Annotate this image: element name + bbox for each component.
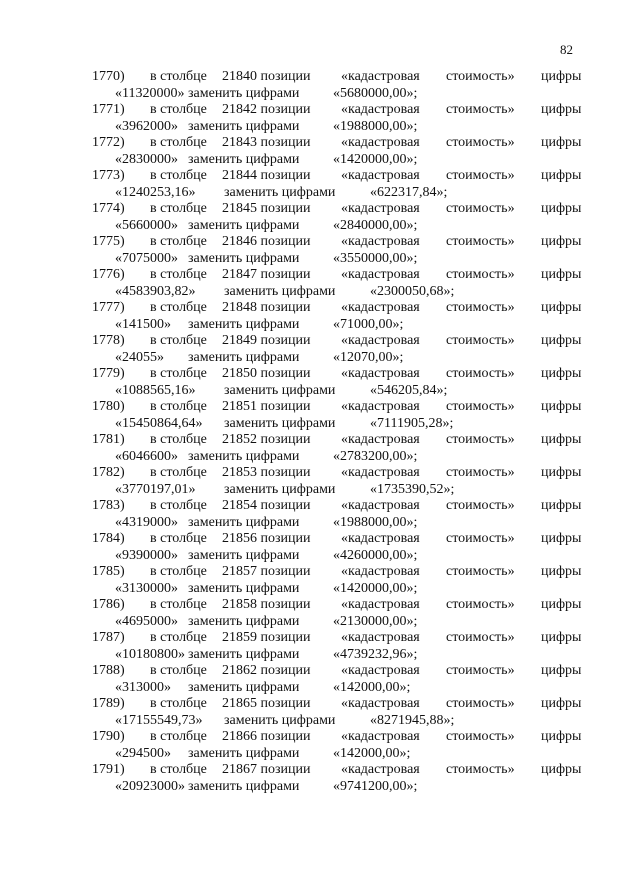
- entry-first-line: [0, 431, 640, 448]
- entry-second-line: [0, 679, 640, 696]
- phrase-cost: стоимость»: [446, 663, 515, 678]
- old-value: «17155549,73»: [115, 713, 203, 728]
- phrase-replace: заменить цифрами: [188, 350, 300, 365]
- phrase-cadastral: «кадастровая: [341, 69, 420, 84]
- phrase-replace: заменить цифрами: [224, 482, 336, 497]
- entry-second-line: [0, 481, 640, 498]
- phrase-cadastral: «кадастровая: [341, 696, 420, 711]
- phrase-column: в столбце: [150, 630, 207, 645]
- new-value: «1988000,00»;: [333, 515, 418, 530]
- new-value: «8271945,88»;: [370, 713, 455, 728]
- phrase-column: в столбце: [150, 234, 207, 249]
- phrase-cadastral: «кадастровая: [341, 531, 420, 546]
- column-number-with-position: 21848 позиции: [222, 300, 311, 315]
- amendment-entry: [0, 332, 640, 365]
- column-number-with-position: 21852 позиции: [222, 432, 311, 447]
- phrase-digits: цифры: [541, 465, 582, 480]
- phrase-digits: цифры: [541, 729, 582, 744]
- entry-second-line: [0, 778, 640, 795]
- old-value: «141500»: [115, 317, 171, 332]
- new-value: «4260000,00»;: [333, 548, 418, 563]
- column-number-with-position: 21847 позиции: [222, 267, 311, 282]
- entry-first-line: [0, 266, 640, 283]
- phrase-cost: стоимость»: [446, 201, 515, 216]
- phrase-replace: заменить цифрами: [188, 614, 300, 629]
- old-value: «5660000»: [115, 218, 178, 233]
- amendment-entry: [0, 431, 640, 464]
- old-value: «2830000»: [115, 152, 178, 167]
- phrase-column: в столбце: [150, 597, 207, 612]
- column-number-with-position: 21867 позиции: [222, 762, 311, 777]
- phrase-digits: цифры: [541, 201, 582, 216]
- phrase-replace: заменить цифрами: [188, 581, 300, 596]
- old-value: «15450864,64»: [115, 416, 203, 431]
- amendment-entry: [0, 761, 640, 794]
- entry-number: 1781): [92, 432, 125, 447]
- entry-number: 1779): [92, 366, 125, 381]
- phrase-column: в столбце: [150, 69, 207, 84]
- column-number-with-position: 21858 позиции: [222, 597, 311, 612]
- column-number-with-position: 21862 позиции: [222, 663, 311, 678]
- new-value: «7111905,28»;: [370, 416, 454, 431]
- entry-second-line: [0, 316, 640, 333]
- phrase-column: в столбце: [150, 696, 207, 711]
- entry-number: 1783): [92, 498, 125, 513]
- new-value: «71000,00»;: [333, 317, 404, 332]
- phrase-cost: стоимость»: [446, 267, 515, 282]
- phrase-digits: цифры: [541, 69, 582, 84]
- phrase-cadastral: «кадастровая: [341, 564, 420, 579]
- entry-number: 1784): [92, 531, 125, 546]
- entry-second-line: [0, 448, 640, 465]
- entry-first-line: [0, 464, 640, 481]
- entry-second-line: [0, 547, 640, 564]
- old-value: «11320000»: [115, 86, 185, 101]
- amendment-entry: [0, 629, 640, 662]
- phrase-digits: цифры: [541, 366, 582, 381]
- new-value: «9741200,00»;: [333, 779, 418, 794]
- phrase-cadastral: «кадастровая: [341, 234, 420, 249]
- new-value: «1988000,00»;: [333, 119, 418, 134]
- phrase-cost: стоимость»: [446, 465, 515, 480]
- entry-second-line: [0, 217, 640, 234]
- entry-number: 1776): [92, 267, 125, 282]
- phrase-replace: заменить цифрами: [188, 515, 300, 530]
- entry-second-line: [0, 382, 640, 399]
- old-value: «9390000»: [115, 548, 178, 563]
- column-number-with-position: 21844 позиции: [222, 168, 311, 183]
- amendment-entry: [0, 497, 640, 530]
- phrase-cost: стоимость»: [446, 762, 515, 777]
- phrase-replace: заменить цифрами: [188, 680, 300, 695]
- phrase-column: в столбце: [150, 333, 207, 348]
- amendment-entry: [0, 101, 640, 134]
- phrase-cadastral: «кадастровая: [341, 663, 420, 678]
- entry-first-line: [0, 299, 640, 316]
- entry-number: 1773): [92, 168, 125, 183]
- phrase-replace: заменить цифрами: [188, 746, 300, 761]
- amendment-entry: [0, 530, 640, 563]
- amendment-list: [0, 68, 640, 794]
- entry-first-line: [0, 68, 640, 85]
- amendment-entry: [0, 365, 640, 398]
- page-number: 82: [560, 42, 573, 57]
- old-value: «294500»: [115, 746, 171, 761]
- phrase-column: в столбце: [150, 366, 207, 381]
- entry-second-line: [0, 250, 640, 267]
- amendment-entry: [0, 134, 640, 167]
- phrase-column: в столбце: [150, 135, 207, 150]
- phrase-cost: стоимость»: [446, 630, 515, 645]
- phrase-replace: заменить цифрами: [224, 713, 336, 728]
- phrase-cadastral: «кадастровая: [341, 465, 420, 480]
- entry-second-line: [0, 184, 640, 201]
- phrase-cadastral: «кадастровая: [341, 498, 420, 513]
- phrase-digits: цифры: [541, 564, 582, 579]
- entry-second-line: [0, 613, 640, 630]
- entry-first-line: [0, 365, 640, 382]
- entry-second-line: [0, 85, 640, 102]
- phrase-cost: стоимость»: [446, 333, 515, 348]
- old-value: «24055»: [115, 350, 164, 365]
- column-number-with-position: 21853 позиции: [222, 465, 311, 480]
- new-value: «2300050,68»;: [370, 284, 455, 299]
- phrase-column: в столбце: [150, 432, 207, 447]
- phrase-digits: цифры: [541, 531, 582, 546]
- new-value: «1735390,52»;: [370, 482, 455, 497]
- amendment-entry: [0, 233, 640, 266]
- entry-number: 1785): [92, 564, 125, 579]
- phrase-cost: стоимость»: [446, 69, 515, 84]
- entry-second-line: [0, 646, 640, 663]
- old-value: «3962000»: [115, 119, 178, 134]
- entry-first-line: [0, 530, 640, 547]
- phrase-cost: стоимость»: [446, 399, 515, 414]
- entry-second-line: [0, 580, 640, 597]
- new-value: «622317,84»;: [370, 185, 448, 200]
- amendment-entry: [0, 464, 640, 497]
- new-value: «1420000,00»;: [333, 152, 418, 167]
- old-value: «4583903,82»: [115, 284, 196, 299]
- phrase-cadastral: «кадастровая: [341, 135, 420, 150]
- amendment-entry: [0, 398, 640, 431]
- column-number-with-position: 21857 позиции: [222, 564, 311, 579]
- phrase-digits: цифры: [541, 300, 582, 315]
- amendment-entry: [0, 167, 640, 200]
- phrase-cost: стоимость»: [446, 234, 515, 249]
- entry-number: 1770): [92, 69, 125, 84]
- entry-first-line: [0, 728, 640, 745]
- entry-number: 1777): [92, 300, 125, 315]
- phrase-cadastral: «кадастровая: [341, 597, 420, 612]
- entry-first-line: [0, 662, 640, 679]
- amendment-entry: [0, 662, 640, 695]
- phrase-cost: стоимость»: [446, 531, 515, 546]
- phrase-replace: заменить цифрами: [188, 152, 300, 167]
- entry-number: 1775): [92, 234, 125, 249]
- new-value: «3550000,00»;: [333, 251, 418, 266]
- column-number-with-position: 21865 позиции: [222, 696, 311, 711]
- entry-second-line: [0, 283, 640, 300]
- entry-first-line: [0, 629, 640, 646]
- phrase-cost: стоимость»: [446, 498, 515, 513]
- entry-first-line: [0, 563, 640, 580]
- phrase-column: в столбце: [150, 168, 207, 183]
- phrase-replace: заменить цифрами: [188, 548, 300, 563]
- old-value: «313000»: [115, 680, 171, 695]
- entry-first-line: [0, 596, 640, 613]
- entry-second-line: [0, 118, 640, 135]
- phrase-cadastral: «кадастровая: [341, 168, 420, 183]
- entry-number: 1791): [92, 762, 125, 777]
- entry-number: 1787): [92, 630, 125, 645]
- entry-first-line: [0, 332, 640, 349]
- column-number-with-position: 21856 позиции: [222, 531, 311, 546]
- entry-number: 1782): [92, 465, 125, 480]
- phrase-cost: стоимость»: [446, 102, 515, 117]
- entry-first-line: [0, 497, 640, 514]
- entry-second-line: [0, 514, 640, 531]
- phrase-column: в столбце: [150, 762, 207, 777]
- old-value: «10180800»: [115, 647, 185, 662]
- column-number-with-position: 21842 позиции: [222, 102, 311, 117]
- phrase-replace: заменить цифрами: [188, 449, 300, 464]
- phrase-cadastral: «кадастровая: [341, 399, 420, 414]
- entry-second-line: [0, 415, 640, 432]
- column-number-with-position: 21843 позиции: [222, 135, 311, 150]
- phrase-digits: цифры: [541, 630, 582, 645]
- entry-first-line: [0, 167, 640, 184]
- amendment-entry: [0, 266, 640, 299]
- old-value: «7075000»: [115, 251, 178, 266]
- amendment-entry: [0, 68, 640, 101]
- new-value: «5680000,00»;: [333, 86, 418, 101]
- phrase-digits: цифры: [541, 102, 582, 117]
- phrase-replace: заменить цифрами: [188, 647, 300, 662]
- phrase-replace: заменить цифрами: [188, 317, 300, 332]
- phrase-cost: стоимость»: [446, 168, 515, 183]
- new-value: «2840000,00»;: [333, 218, 418, 233]
- entry-first-line: [0, 233, 640, 250]
- new-value: «2783200,00»;: [333, 449, 418, 464]
- phrase-cost: стоимость»: [446, 135, 515, 150]
- phrase-column: в столбце: [150, 465, 207, 480]
- entry-number: 1778): [92, 333, 125, 348]
- entry-number: 1789): [92, 696, 125, 711]
- phrase-cadastral: «кадастровая: [341, 333, 420, 348]
- phrase-replace: заменить цифрами: [188, 779, 300, 794]
- old-value: «1088565,16»: [115, 383, 196, 398]
- old-value: «20923000»: [115, 779, 185, 794]
- entry-first-line: [0, 134, 640, 151]
- entry-number: 1780): [92, 399, 125, 414]
- phrase-digits: цифры: [541, 498, 582, 513]
- phrase-replace: заменить цифрами: [224, 383, 336, 398]
- phrase-digits: цифры: [541, 234, 582, 249]
- column-number-with-position: 21854 позиции: [222, 498, 311, 513]
- column-number-with-position: 21849 позиции: [222, 333, 311, 348]
- phrase-column: в столбце: [150, 531, 207, 546]
- new-value: «2130000,00»;: [333, 614, 418, 629]
- phrase-replace: заменить цифрами: [224, 185, 336, 200]
- phrase-digits: цифры: [541, 597, 582, 612]
- entry-number: 1788): [92, 663, 125, 678]
- old-value: «3130000»: [115, 581, 178, 596]
- new-value: «142000,00»;: [333, 680, 411, 695]
- entry-number: 1786): [92, 597, 125, 612]
- entry-number: 1772): [92, 135, 125, 150]
- phrase-digits: цифры: [541, 696, 582, 711]
- entry-first-line: [0, 398, 640, 415]
- column-number-with-position: 21846 позиции: [222, 234, 311, 249]
- entry-second-line: [0, 151, 640, 168]
- phrase-cadastral: «кадастровая: [341, 630, 420, 645]
- entry-first-line: [0, 695, 640, 712]
- phrase-digits: цифры: [541, 762, 582, 777]
- new-value: «12070,00»;: [333, 350, 404, 365]
- phrase-cadastral: «кадастровая: [341, 762, 420, 777]
- phrase-column: в столбце: [150, 267, 207, 282]
- phrase-replace: заменить цифрами: [188, 86, 300, 101]
- old-value: «6046600»: [115, 449, 178, 464]
- amendment-entry: [0, 728, 640, 761]
- new-value: «546205,84»;: [370, 383, 448, 398]
- new-value: «4739232,96»;: [333, 647, 418, 662]
- phrase-digits: цифры: [541, 399, 582, 414]
- phrase-cost: стоимость»: [446, 564, 515, 579]
- entry-second-line: [0, 712, 640, 729]
- entry-first-line: [0, 761, 640, 778]
- phrase-cost: стоимость»: [446, 597, 515, 612]
- column-number-with-position: 21850 позиции: [222, 366, 311, 381]
- phrase-column: в столбце: [150, 498, 207, 513]
- phrase-cadastral: «кадастровая: [341, 300, 420, 315]
- old-value: «4695000»: [115, 614, 178, 629]
- phrase-cost: стоимость»: [446, 300, 515, 315]
- phrase-replace: заменить цифрами: [224, 416, 336, 431]
- phrase-cost: стоимость»: [446, 696, 515, 711]
- phrase-digits: цифры: [541, 432, 582, 447]
- entry-first-line: [0, 200, 640, 217]
- phrase-cost: стоимость»: [446, 729, 515, 744]
- phrase-column: в столбце: [150, 300, 207, 315]
- phrase-digits: цифры: [541, 663, 582, 678]
- phrase-replace: заменить цифрами: [224, 284, 336, 299]
- entry-number: 1771): [92, 102, 125, 117]
- phrase-column: в столбце: [150, 399, 207, 414]
- entry-number: 1774): [92, 201, 125, 216]
- entry-first-line: [0, 101, 640, 118]
- phrase-cadastral: «кадастровая: [341, 432, 420, 447]
- column-number-with-position: 21859 позиции: [222, 630, 311, 645]
- column-number-with-position: 21851 позиции: [222, 399, 311, 414]
- column-number-with-position: 21866 позиции: [222, 729, 311, 744]
- entry-number: 1790): [92, 729, 125, 744]
- entry-second-line: [0, 745, 640, 762]
- column-number-with-position: 21845 позиции: [222, 201, 311, 216]
- phrase-digits: цифры: [541, 267, 582, 282]
- phrase-digits: цифры: [541, 135, 582, 150]
- old-value: «1240253,16»: [115, 185, 196, 200]
- amendment-entry: [0, 596, 640, 629]
- phrase-cadastral: «кадастровая: [341, 267, 420, 282]
- phrase-cadastral: «кадастровая: [341, 102, 420, 117]
- entry-second-line: [0, 349, 640, 366]
- old-value: «3770197,01»: [115, 482, 196, 497]
- new-value: «1420000,00»;: [333, 581, 418, 596]
- phrase-column: в столбце: [150, 102, 207, 117]
- phrase-cost: стоимость»: [446, 432, 515, 447]
- phrase-digits: цифры: [541, 168, 582, 183]
- amendment-entry: [0, 200, 640, 233]
- amendment-entry: [0, 563, 640, 596]
- phrase-column: в столбце: [150, 729, 207, 744]
- phrase-cadastral: «кадастровая: [341, 201, 420, 216]
- amendment-entry: [0, 695, 640, 728]
- old-value: «4319000»: [115, 515, 178, 530]
- phrase-column: в столбце: [150, 201, 207, 216]
- phrase-cost: стоимость»: [446, 366, 515, 381]
- phrase-replace: заменить цифрами: [188, 251, 300, 266]
- amendment-entry: [0, 299, 640, 332]
- phrase-replace: заменить цифрами: [188, 119, 300, 134]
- phrase-cadastral: «кадастровая: [341, 366, 420, 381]
- phrase-column: в столбце: [150, 663, 207, 678]
- phrase-cadastral: «кадастровая: [341, 729, 420, 744]
- new-value: «142000,00»;: [333, 746, 411, 761]
- phrase-column: в столбце: [150, 564, 207, 579]
- phrase-digits: цифры: [541, 333, 582, 348]
- column-number-with-position: 21840 позиции: [222, 69, 311, 84]
- phrase-replace: заменить цифрами: [188, 218, 300, 233]
